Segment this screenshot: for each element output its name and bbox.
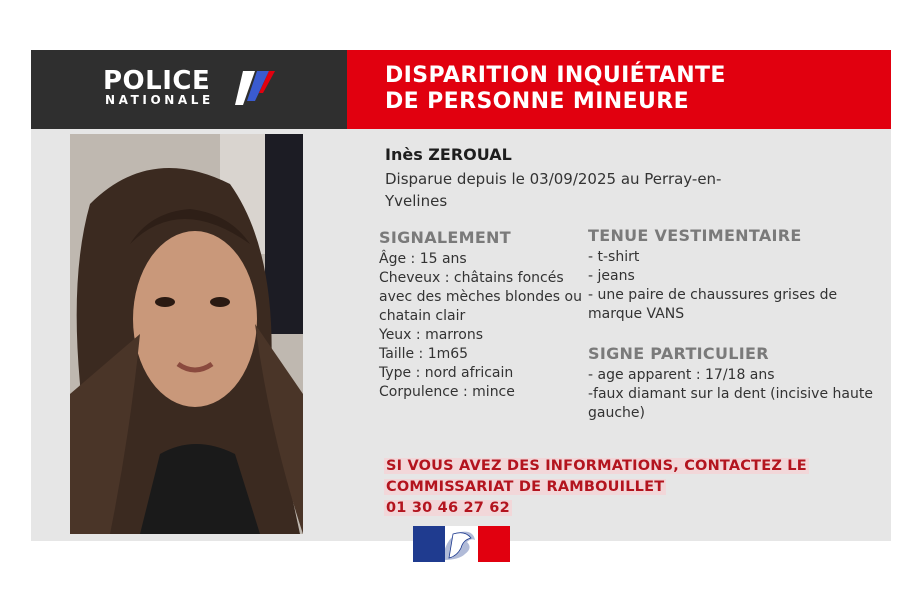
person-name: Inès ZEROUAL	[385, 145, 512, 164]
contact-block	[384, 456, 809, 519]
signalement-line: Cheveux : châtains foncés	[379, 270, 564, 286]
signalement-list	[379, 250, 582, 402]
logo-nationale-text: NATIONALE	[105, 93, 214, 107]
signalement-title: SIGNALEMENT	[379, 228, 511, 247]
signe-line: - age apparent : 17/18 ans	[588, 367, 775, 383]
tenue-title: TENUE VESTIMENTAIRE	[588, 226, 802, 245]
alert-title-line1: DISPARITION INQUIÉTANTE	[385, 63, 726, 88]
contact-line1: SI VOUS AVEZ DES INFORMATIONS, CONTACTEZ LE	[386, 458, 807, 474]
signalement-line: chatain clair	[379, 308, 466, 324]
portrait-illustration	[70, 134, 303, 534]
disappearance-line1: Disparue depuis le 03/09/2025 au Perray-en-	[385, 170, 722, 188]
police-tricolor-icon	[235, 71, 275, 105]
signalement-line: avec des mèches blondes ou	[379, 289, 582, 305]
marianne-flag-icon	[413, 526, 510, 562]
contact-line2: COMMISSARIAT DE RAMBOUILLET	[386, 479, 665, 495]
tenue-line: - une paire de chaussures grises de	[588, 287, 838, 303]
tenue-list	[588, 248, 837, 324]
tenue-line: marque VANS	[588, 306, 685, 322]
signalement-line: Yeux : marrons	[379, 327, 483, 343]
alert-title-panel	[347, 50, 891, 129]
logo-police-text: POLICE	[103, 66, 211, 96]
alert-title-line2: DE PERSONNE MINEURE	[385, 89, 690, 114]
disappearance-line2: Yvelines	[385, 192, 448, 210]
signe-line: -faux diamant sur la dent (incisive haute	[588, 386, 873, 402]
signalement-line: Taille : 1m65	[379, 346, 469, 362]
signe-line: gauche)	[588, 405, 645, 421]
signalement-line: Type : nord africain	[379, 365, 514, 381]
contact-phone[interactable]: 01 30 46 27 62	[386, 500, 510, 516]
missing-person-photo	[70, 134, 303, 534]
police-logo-panel	[31, 50, 347, 129]
signe-title: SIGNE PARTICULIER	[588, 344, 769, 363]
tenue-line: - t-shirt	[588, 249, 640, 265]
tenue-line: - jeans	[588, 268, 635, 284]
disappearance-info	[385, 168, 775, 212]
alert-title	[385, 63, 885, 115]
missing-person-card	[31, 50, 891, 541]
signe-list	[588, 366, 873, 423]
signalement-line: Corpulence : mince	[379, 384, 515, 400]
signalement-line: Âge : 15 ans	[379, 251, 467, 267]
